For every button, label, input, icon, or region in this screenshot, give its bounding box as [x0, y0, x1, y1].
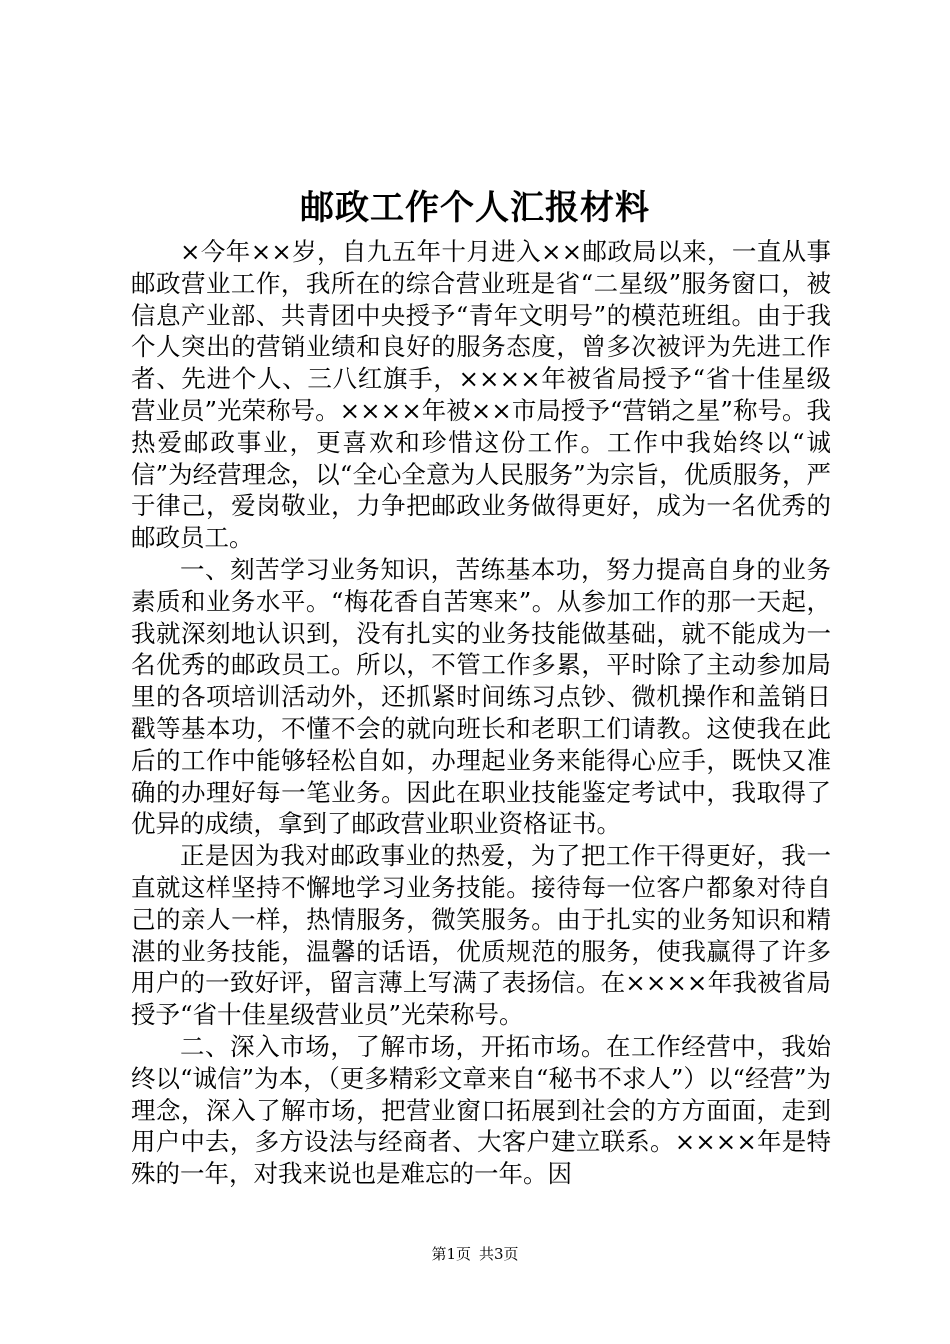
document-title: 邮政工作个人汇报材料 [300, 188, 650, 228]
body-paragraph: ×今年××岁，自九五年十月进入××邮政局以来，一直从事邮政营业工作，我所在的综合营业班是省“二星级”服务窗口，被信息产业部、共青团中央授予“青年文明号”的模范班组。由于我个人突出的营销业绩和良好的服务态度，曾多次被评为先进工作者、先进个人、三八红旗手，××××年被省局授予“省十佳星级营业员”光荣称号。××××年被××市局授予“营销之星”称号。我热爱邮政事业，更喜欢和珍惜这份工作。工作中我始终以“诚信”为经营理念，以“全心全意为人民服务”为宗旨，优质服务，严于律己，爱岗敬业，力争把邮政业务做得更好，成为一名优秀的邮政员工。 [131, 237, 831, 553]
page-number: 第1页 [431, 1245, 471, 1263]
page-total: 共3页 [479, 1245, 519, 1263]
body-paragraph: 二、深入市场，了解市场，开拓市场。在工作经营中，我始终以“诚信”为本，（更多精彩文章来自“秘书不求人”）以“经营”为理念，深入了解市场，把营业窗口拓展到社会的方方面面，走到用户中去，多方设法与经商者、大客户建立联系。××××年是特殊的一年，对我来说也是难忘的一年。因 [131, 1031, 831, 1189]
body-paragraph: 正是因为我对邮政事业的热爱，为了把工作干得更好，我一直就这样坚持不懈地学习业务技能。接待每一位客户都象对待自己的亲人一样，热情服务，微笑服务。由于扎实的业务知识和精湛的业务技能，温馨的话语，优质规范的服务，使我赢得了许多用户的一致好评，留言薄上写满了表扬信。在××××年我被省局授予“省十佳星级营业员”光荣称号。 [131, 841, 831, 1030]
body-paragraph: 一、刻苦学习业务知识，苦练基本功，努力提高自身的业务素质和业务水平。“梅花香自苦寒来”。从参加工作的那一天起，我就深刻地认识到，没有扎实的业务技能做基础，就不能成为一名优秀的邮政员工。所以，不管工作多累，平时除了主动参加局里的各项培训活动外，还抓紧时间练习点钞、微机操作和盖销日戳等基本功，不懂不会的就向班长和老职工们请教。这使我在此后的工作中能够轻松自如，办理起业务来能得心应手，既快又准确的办理好每一笔业务。因此在职业技能鉴定考试中，我取得了优异的成绩，拿到了邮政营业职业资格证书。 [131, 554, 831, 839]
document-body [131, 236, 831, 1190]
page-footer [0, 1244, 950, 1264]
